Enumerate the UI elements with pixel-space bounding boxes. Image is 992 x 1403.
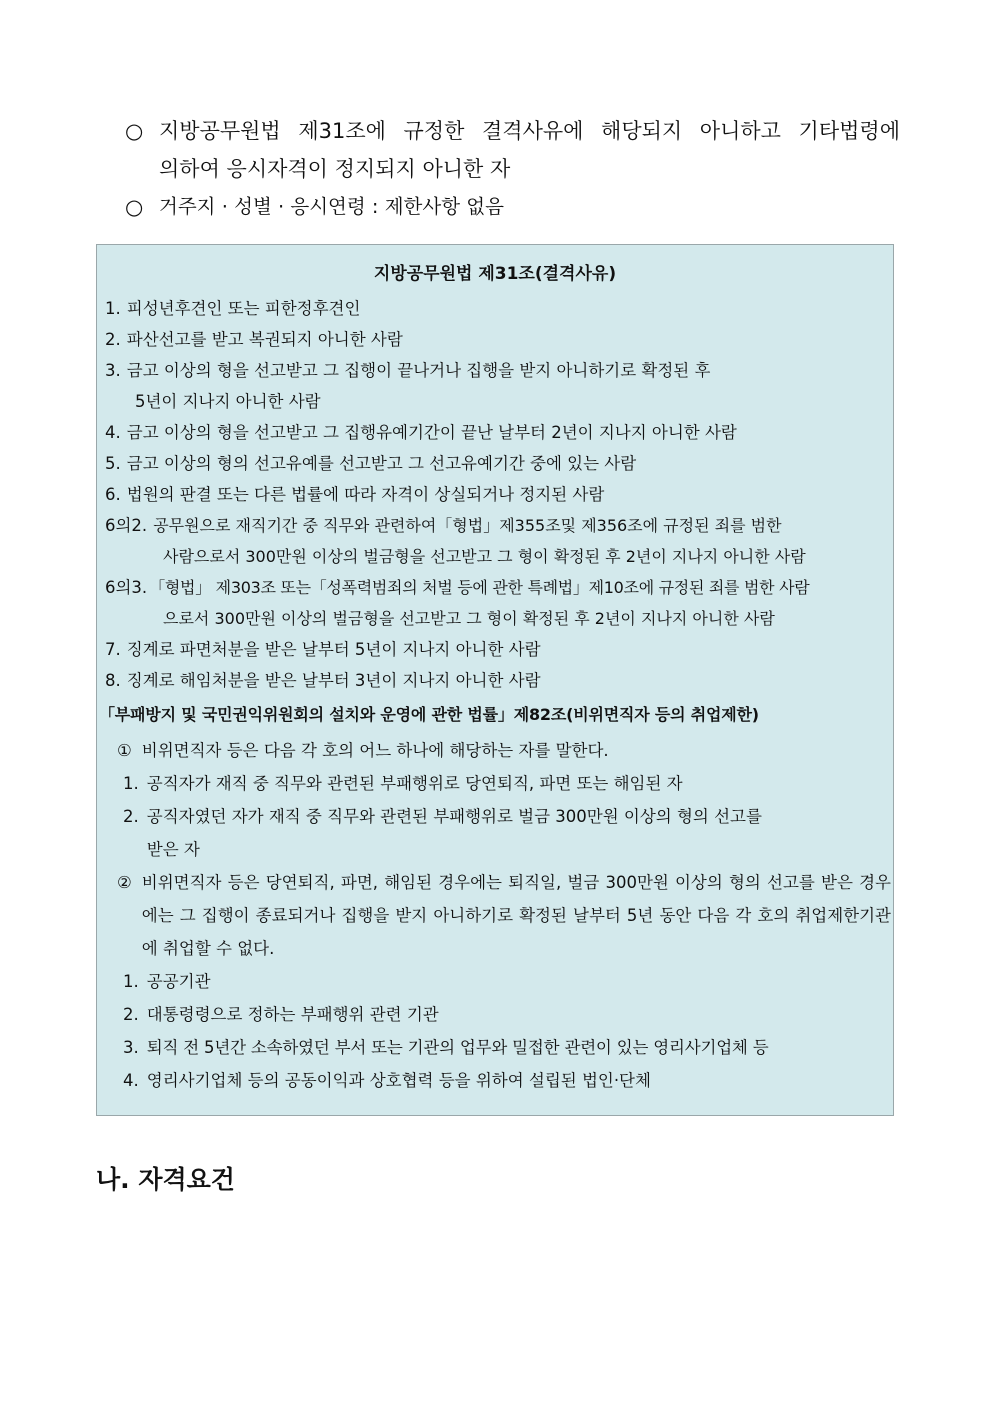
list-item-continuation: 5년이 지나지 아니한 사람 bbox=[135, 392, 321, 411]
bullet-disqualification bbox=[125, 112, 900, 188]
list-item: 1. 공공기관 bbox=[123, 972, 211, 991]
list-item: 1. 피성년후견인 또는 피한정후견인 bbox=[105, 299, 361, 318]
law-subheading: 「부패방지 및 국민권익위원회의 설치와 운영에 관한 법률」제82조(비위면직자 등의 취업제한) bbox=[99, 705, 759, 724]
list-item: 3. 퇴직 전 5년간 소속하였던 부서 또는 기관의 업무와 밀접한 관련이 있는 영리사기업체 등 bbox=[123, 1038, 769, 1057]
eligibility-bullets bbox=[125, 112, 900, 226]
list-item: 8. 징계로 해임처분을 받은 날부터 3년이 지나지 아니한 사람 bbox=[105, 671, 541, 690]
clause-2: ② 비위면직자 등은 당연퇴직, 파면, 해임된 경우에는 퇴직일, 벌금 300만원 이상의 형의 선고를 받은 경우에는 그 집행이 종료되거나 집행을 받지 아니하기로 확정된 날부터 5년 동안 다음 각 호의 취업제한기관에 취업할 수 없다. bbox=[117, 873, 891, 958]
list-item: 4. 영리사기업체 등의 공동이익과 상호협력 등을 위하여 설립된 법인·단체 bbox=[123, 1071, 651, 1090]
list-item: 2. 대통령령으로 정하는 부패행위 관련 기관 bbox=[123, 1005, 439, 1024]
list-item: 2. 파산선고를 받고 복권되지 아니한 사람 bbox=[105, 330, 403, 349]
list-item: 6의3. 「형법」 제303조 또는「성폭력범죄의 처벌 등에 관한 특례법」제10조에 규정된 죄를 범한 사람 bbox=[105, 578, 810, 597]
bullet-text-line: 거주지 · 성별 · 응시연령 : 제한사항 없음 bbox=[159, 195, 504, 218]
list-item-continuation: 으로서 300만원 이상의 벌금형을 선고받고 그 형이 확정된 후 2년이 지나지 아니한 사람 bbox=[163, 609, 775, 628]
bullet-text-line: 의하여 응시자격이 정지되지 아니한 자 bbox=[159, 157, 511, 181]
list-item: 6. 법원의 판결 또는 다른 법률에 따라 자격이 상실되거나 정지된 사람 bbox=[105, 485, 605, 504]
list-item: 6의2. 공무원으로 재직기간 중 직무와 관련하여「형법」제355조및 제356조에 규정된 죄를 범한 bbox=[105, 516, 782, 535]
list-item: 2. 공직자였던 자가 재직 중 직무와 관련된 부패행위로 벌금 300만원 이상의 형의 선고를 받은 자 bbox=[123, 807, 762, 859]
list-item-continuation: 사람으로서 300만원 이상의 벌금형을 선고받고 그 형이 확정된 후 2년이 지나지 아니한 사람 bbox=[163, 547, 806, 566]
bullet-text-line: 지방공무원법 제31조에 규정한 결격사유에 해당되지 아니하고 기타법령에 bbox=[159, 119, 900, 143]
bullet-no-restrictions bbox=[125, 188, 900, 226]
list-item: 3. 금고 이상의 형을 선고받고 그 집행이 끝나거나 집행을 받지 아니하기로 확정된 후 bbox=[105, 361, 711, 380]
list-item: 1. 공직자가 재직 중 직무와 관련된 부패행위로 당연퇴직, 파면 또는 해임된 자 bbox=[123, 774, 683, 793]
circle-bullet-icon: ○ bbox=[125, 195, 144, 219]
list-item: 5. 금고 이상의 형의 선고유예를 선고받고 그 선고유예기간 중에 있는 사람 bbox=[105, 454, 637, 473]
law-excerpt-box bbox=[96, 244, 894, 1116]
section-heading: 나. 자격요건 bbox=[96, 1165, 235, 1194]
clause-1: ① 비위면직자 등은 다음 각 호의 어느 하나에 해당하는 자를 말한다. bbox=[117, 741, 609, 760]
circle-bullet-icon: ○ bbox=[125, 119, 144, 143]
list-item: 4. 금고 이상의 형을 선고받고 그 집행유예기간이 끝난 날부터 2년이 지나지 아니한 사람 bbox=[105, 423, 737, 442]
box-title: 지방공무원법 제31조(결격사유) bbox=[373, 264, 617, 284]
list-item: 7. 징계로 파면처분을 받은 날부터 5년이 지나지 아니한 사람 bbox=[105, 640, 541, 659]
